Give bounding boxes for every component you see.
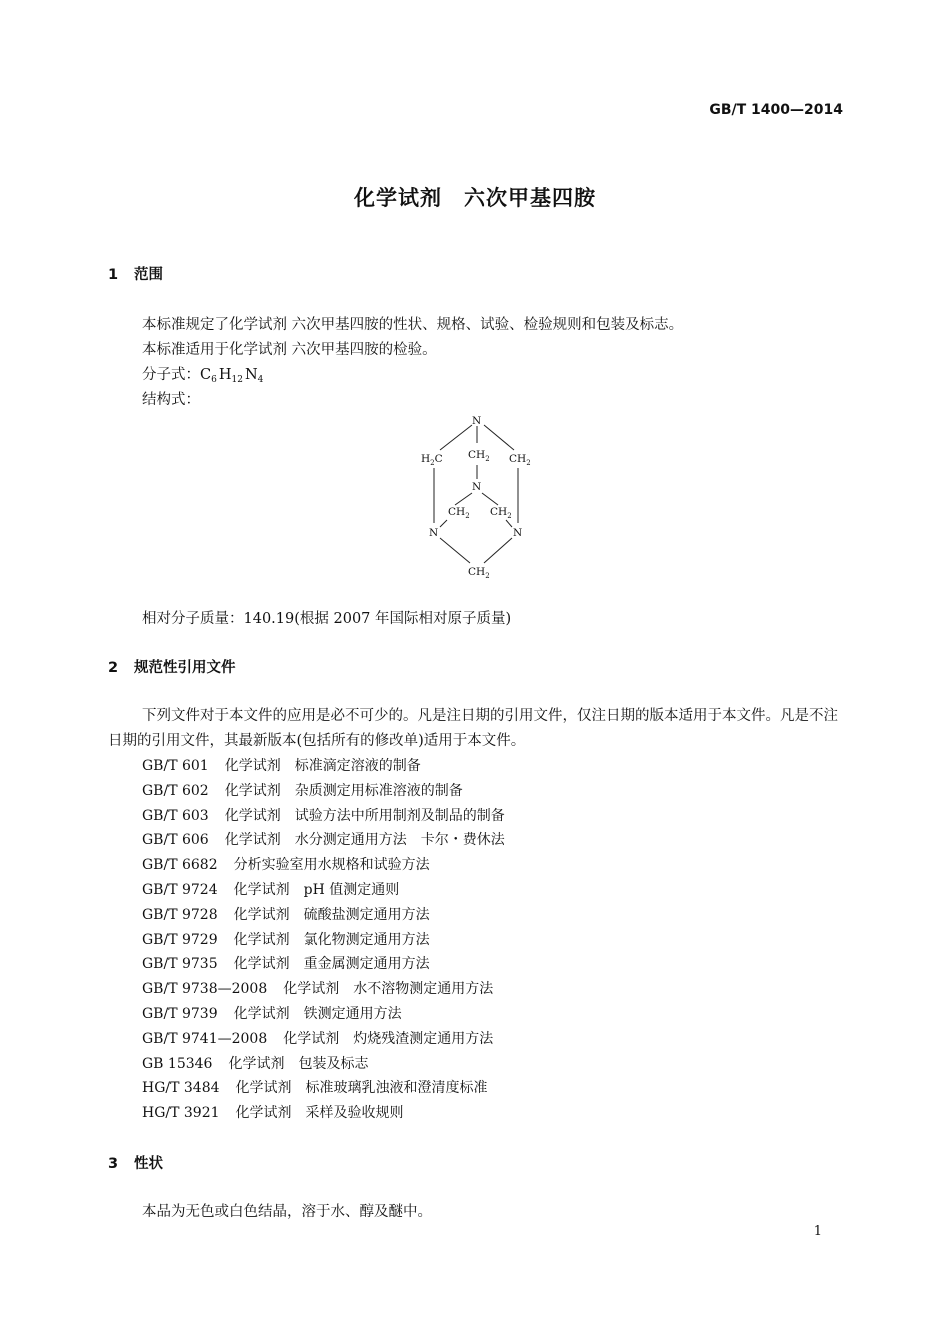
reference-title: 化学试剂 重金属测定通用方法 bbox=[233, 956, 430, 973]
reference-title: 化学试剂 水分测定通用方法 卡尔・费休法 bbox=[224, 832, 505, 849]
reference-item bbox=[142, 854, 430, 874]
bond bbox=[440, 425, 472, 450]
section-title: 范围 bbox=[134, 267, 163, 283]
reference-title: 化学试剂 氯化物测定通用方法 bbox=[233, 931, 430, 948]
formula-c-count: 6 bbox=[211, 375, 217, 385]
reference-title: 化学试剂 杂质测定用标准溶液的制备 bbox=[224, 782, 463, 799]
bond bbox=[482, 493, 498, 505]
formula-n: N bbox=[244, 367, 258, 383]
bond-lines bbox=[434, 425, 518, 563]
molecular-mass: 相对分子质量：140.19(根据 2007 年国际相对原子质量) bbox=[142, 611, 512, 627]
reference-code: GB/T 601 bbox=[142, 758, 209, 774]
reference-title: 化学试剂 标准玻璃乳浊液和澄清度标准 bbox=[235, 1080, 488, 1097]
section-number: 3 bbox=[108, 1156, 119, 1172]
reference-item bbox=[142, 1077, 488, 1097]
atom-ch2-right: $CH_2$ bbox=[509, 453, 531, 467]
reference-item bbox=[142, 953, 430, 973]
reference-item bbox=[142, 780, 463, 800]
reference-code: GB/T 9738—2008 bbox=[142, 981, 268, 998]
reference-code: HG/T 3921 bbox=[142, 1105, 220, 1122]
reference-code: GB/T 603 bbox=[142, 807, 209, 824]
section-number: 1 bbox=[108, 267, 119, 283]
reference-item bbox=[142, 805, 505, 825]
formula-n-count: 4 bbox=[257, 375, 264, 385]
formula-c: C bbox=[200, 367, 212, 383]
formula-h-count: 12 bbox=[231, 375, 243, 385]
reference-item bbox=[142, 829, 505, 849]
structure-label: 结构式： bbox=[142, 392, 200, 408]
section-title: 规范性引用文件 bbox=[134, 660, 236, 676]
reference-code: GB/T 9728 bbox=[142, 906, 218, 923]
document-title: 化学试剂 六次甲基四胺 bbox=[354, 186, 596, 210]
atom-n-middle: N bbox=[472, 481, 482, 493]
reference-code: GB/T 9724 bbox=[142, 882, 218, 898]
reference-title: 化学试剂 pH 值测定通则 bbox=[233, 882, 400, 898]
reference-title: 分析实验室用水规格和试验方法 bbox=[233, 857, 430, 874]
section-title: 性状 bbox=[134, 1156, 163, 1172]
reference-code: HG/T 3484 bbox=[142, 1080, 220, 1097]
bond bbox=[506, 520, 512, 527]
references-intro: 下列文件对于本文件的应用是必不可少的。凡是注日期的引用文件，仅注日期的版本适用于本文件。凡是不注日期的引用文件，其最新版本(包括所有的修改单)适用于本文件。 bbox=[108, 708, 838, 749]
reference-code: GB/T 606 bbox=[142, 832, 209, 849]
atom-n-left: N bbox=[429, 527, 439, 539]
reference-item bbox=[142, 755, 421, 775]
bond bbox=[440, 520, 447, 527]
reference-code: GB 15346 bbox=[142, 1055, 213, 1072]
atom-ch2-bottom: $CH_2$ bbox=[468, 566, 490, 580]
reference-item bbox=[142, 929, 430, 949]
section-3-heading bbox=[108, 1152, 163, 1173]
reference-code: GB/T 9741—2008 bbox=[142, 1030, 268, 1047]
scope-paragraph-1: 本标准规定了化学试剂 六次甲基四胺的性状、规格、试验、检验规则和包装及标志。 bbox=[142, 317, 684, 333]
reference-title: 化学试剂 水不溶物测定通用方法 bbox=[283, 981, 494, 998]
bond bbox=[440, 538, 470, 563]
atom-h2c-left: $H_2C$ bbox=[421, 453, 443, 467]
atom-n-top: N bbox=[472, 415, 482, 427]
reference-code: GB/T 9735 bbox=[142, 956, 218, 973]
section-2-heading bbox=[108, 656, 236, 677]
reference-code: GB/T 602 bbox=[142, 782, 209, 799]
scope-paragraph-2: 本标准适用于化学试剂 六次甲基四胺的检验。 bbox=[142, 342, 437, 358]
reference-title: 化学试剂 试验方法中所用制剂及制品的制备 bbox=[224, 807, 505, 824]
reference-item bbox=[142, 1053, 368, 1073]
reference-code: GB/T 9739 bbox=[142, 1006, 218, 1022]
atom-n-right: N bbox=[513, 527, 523, 539]
reference-item bbox=[142, 978, 493, 998]
bond bbox=[484, 425, 514, 450]
bond bbox=[484, 538, 512, 563]
reference-item bbox=[142, 1028, 493, 1048]
reference-title: 化学试剂 采样及验收规则 bbox=[235, 1105, 404, 1122]
reference-title: 化学试剂 标准滴定溶液的制备 bbox=[224, 758, 421, 774]
reference-title: 化学试剂 包装及标志 bbox=[228, 1055, 369, 1072]
reference-item bbox=[142, 879, 399, 899]
reference-code: GB/T 9729 bbox=[142, 931, 218, 948]
structural-formula bbox=[410, 405, 560, 590]
properties-paragraph: 本品为无色或白色结晶，溶于水、醇及醚中。 bbox=[142, 1204, 432, 1220]
reference-item bbox=[142, 1102, 404, 1122]
atom-ch2-top: $CH_2$ bbox=[468, 449, 490, 463]
formula-h: H bbox=[218, 367, 232, 383]
reference-item bbox=[142, 1003, 402, 1023]
reference-item bbox=[142, 904, 430, 924]
molecular-formula bbox=[142, 363, 263, 385]
atom-ch2-mid-right: $CH_2$ bbox=[490, 506, 512, 520]
section-1-heading bbox=[108, 263, 163, 284]
formula-label: 分子式： bbox=[142, 367, 200, 383]
reference-title: 化学试剂 铁测定通用方法 bbox=[233, 1006, 402, 1022]
atom-ch2-mid-left: $CH_2$ bbox=[448, 506, 470, 520]
section-number: 2 bbox=[108, 660, 119, 676]
page-number: 1 bbox=[813, 1224, 822, 1239]
bond bbox=[455, 493, 472, 505]
standard-id: GB/T 1400—2014 bbox=[709, 102, 843, 118]
reference-title: 化学试剂 灼烧残渣测定通用方法 bbox=[283, 1030, 494, 1047]
reference-title: 化学试剂 硫酸盐测定通用方法 bbox=[233, 906, 430, 923]
reference-code: GB/T 6682 bbox=[142, 857, 218, 874]
